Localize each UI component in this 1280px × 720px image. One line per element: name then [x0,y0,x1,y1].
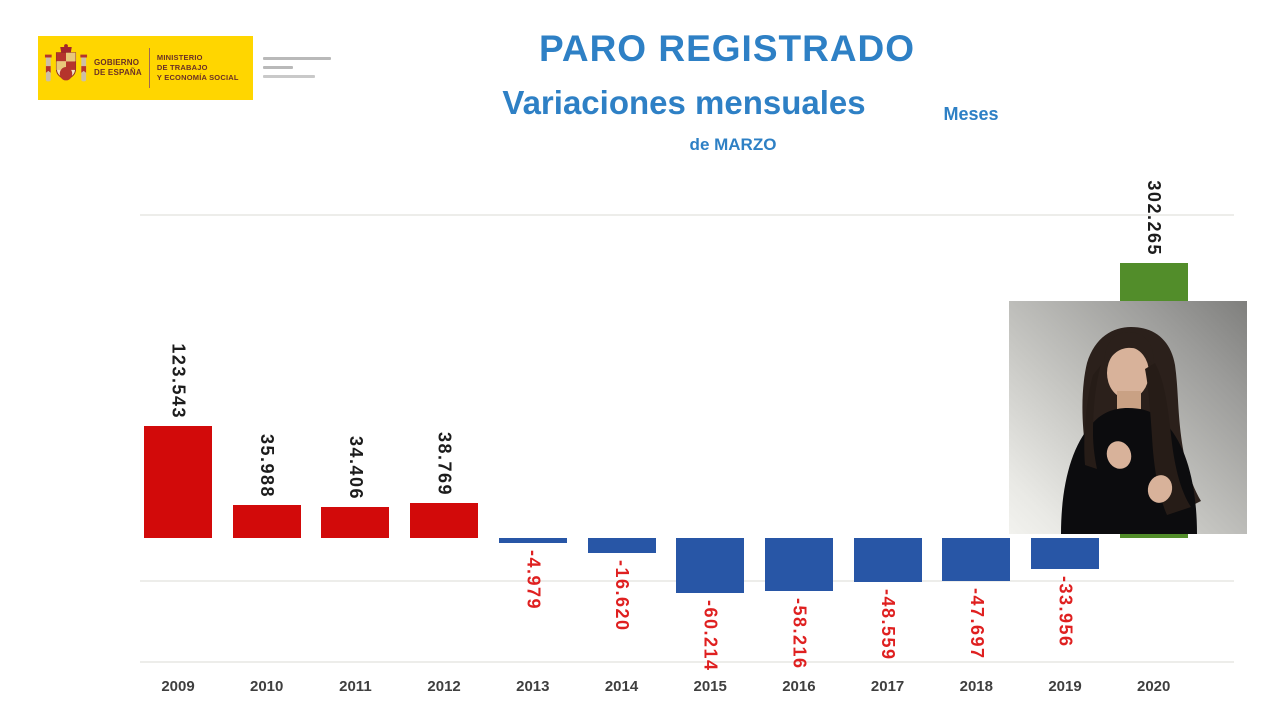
sign-language-interpreter-video [1009,301,1247,534]
bar-2011 [321,507,389,538]
bar-2018 [942,538,1010,581]
value-label-2014: -16.620 [612,560,632,632]
x-axis-label-2010: 2010 [250,678,284,695]
value-label-2015: -60.214 [700,599,721,672]
value-label-2012: 38.769 [434,431,455,496]
x-axis-label-2019: 2019 [1048,678,1082,695]
ministry-line3: Y ECONOMÍA SOCIAL [156,72,239,82]
x-axis-label-2009: 2009 [161,678,195,695]
value-label-2019: -33.956 [1055,575,1076,648]
x-axis-label-2020: 2020 [1137,678,1171,695]
x-axis-label-2014: 2014 [604,678,639,695]
chart-title: PARO REGISTRADO [538,28,916,69]
gridline [140,214,1234,216]
value-label-2009: 123.543 [168,343,189,419]
bar-2010 [233,505,301,538]
x-axis-label-2012: 2012 [427,678,461,695]
x-axis-label-2016: 2016 [782,678,816,695]
bar-2019 [1031,538,1099,569]
value-label-2013: -4.979 [523,549,544,610]
bar-2017 [854,538,922,582]
bar-2012 [410,503,478,538]
ministry-line1: MINISTERIO [156,53,203,63]
x-axis-label-2018: 2018 [959,678,993,695]
sign-language-interpreter [1009,301,1247,534]
bar-2009 [144,426,212,538]
x-axis-label-2015: 2015 [693,678,727,695]
bar-2016 [765,538,833,591]
government-line1: GOBIERNO [94,58,140,67]
x-axis-label-2013: 2013 [516,678,550,695]
ministry-line2: DE TRABAJO [156,63,208,73]
period-label: de MARZO [689,135,777,154]
bar-2015 [676,538,744,593]
x-axis-label-2017: 2017 [870,678,905,695]
value-label-2018: -47.697 [966,588,987,660]
chart-subtitle: Variaciones mensuales [502,84,866,121]
value-label-2020: 302.265 [1144,180,1165,256]
gridline [140,661,1234,663]
value-label-2010: 35.988 [257,434,278,499]
value-label-2016: -58.216 [789,598,810,670]
value-label-2017: -48.559 [878,589,899,661]
bar-2013 [499,538,567,543]
bar-2014 [588,538,656,553]
value-label-2011: 34.406 [345,435,366,500]
government-line2: DE ESPAÑA [94,68,142,77]
x-unit-label: Meses [943,104,999,124]
x-axis-label-2011: 2011 [339,678,372,695]
